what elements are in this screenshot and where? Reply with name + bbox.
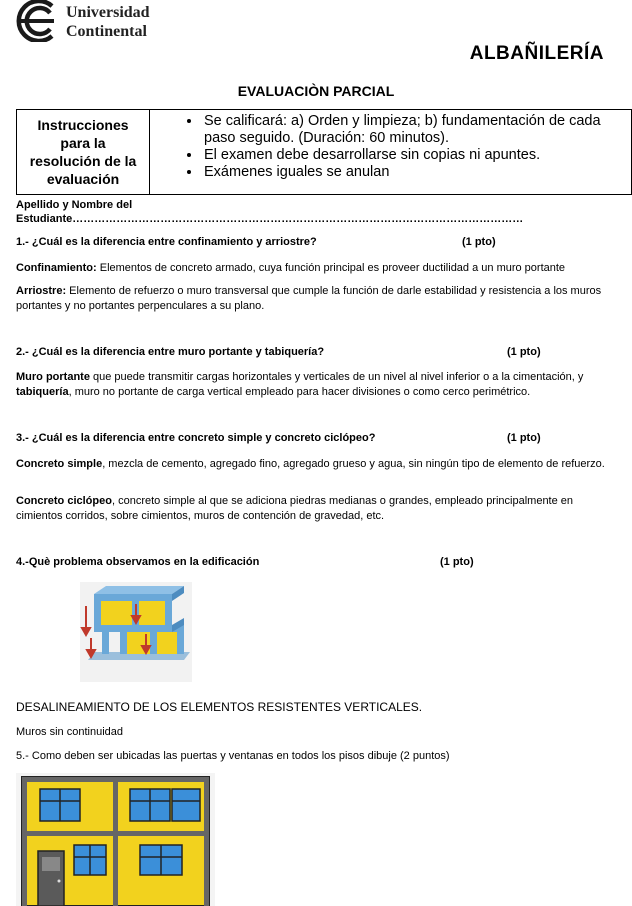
university-line-1: Universidad bbox=[66, 4, 150, 21]
question-4-points: (1 pto) bbox=[440, 556, 474, 568]
university-line-2: Continental bbox=[66, 23, 147, 40]
answer-3b bbox=[16, 494, 616, 523]
answer-4-line-2: Muros sin continuidad bbox=[16, 726, 124, 738]
definition: , muro no portante de carga vertical empleado para hacer divisiones o como cerco perimétrico. bbox=[68, 385, 531, 398]
term: Muro portante bbox=[16, 371, 90, 383]
answer-2 bbox=[16, 370, 616, 399]
term: tabiquería bbox=[16, 385, 69, 398]
question-2: 2.- ¿Cuál es la diferencia entre muro portante y tabiquería? bbox=[16, 346, 325, 358]
instructions-list bbox=[150, 110, 631, 181]
definition: que puede transmitir cargas horizontales y verticales de un nivel al nivel inferior o a la cimentación, y bbox=[89, 371, 584, 383]
question-1-points: (1 pto) bbox=[462, 236, 496, 248]
student-label: Apellido y Nombre del bbox=[16, 199, 133, 211]
instruction-item: • El examen debe desarrollarse sin copias ni apuntes. bbox=[202, 147, 627, 164]
term: Concreto simple bbox=[16, 458, 103, 470]
instruction-item: • Se calificará: a) Orden y limpieza; b) fundamentación de cada paso seguido. (Duración: 60 minutos). bbox=[202, 113, 627, 147]
question-1: 1.- ¿Cuál es la diferencia entre confinamiento y arriostre? bbox=[16, 236, 317, 248]
definition: Elemento de refuerzo o muro transversal que cumple la función de darle estabilidad y resistencia a los muros portantes y no portantes perpenculares a su plano. bbox=[16, 285, 602, 312]
course-title: ALBAÑILERÍA bbox=[469, 43, 604, 64]
answer-1b bbox=[16, 284, 616, 313]
misaligned-walls-illustration bbox=[80, 582, 192, 682]
question-3: 3.- ¿Cuál es la diferencia entre concreto simple y concreto ciclópeo? bbox=[16, 432, 376, 444]
student-name-field bbox=[16, 198, 523, 226]
question-3-points: (1 pto) bbox=[507, 432, 541, 444]
student-line: Estudiante…………………………………………………………………………………………………………… bbox=[16, 213, 524, 225]
question-4: 4.-Què problema observamos en la edificación bbox=[16, 556, 260, 568]
instructions-table bbox=[16, 109, 632, 195]
definition: Elementos de concreto armado, cuya función principal es proveer ductilidad a un muro portante bbox=[96, 262, 566, 274]
exam-title: EVALUACIÒN PARCIAL bbox=[237, 83, 395, 99]
building-facade-illustration bbox=[16, 773, 215, 906]
term: Confinamiento: bbox=[16, 262, 97, 274]
term: Arriostre: bbox=[16, 285, 67, 297]
answer-3a bbox=[16, 457, 616, 472]
university-name bbox=[66, 3, 150, 41]
instructions-label: Instrucciones para la resolución de la evaluación bbox=[17, 110, 150, 194]
instruction-item: • Exámenes iguales se anulan bbox=[202, 164, 627, 181]
question-5: 5.- Como deben ser ubicadas las puertas y ventanas en todos los pisos dibuje (2 puntos) bbox=[16, 750, 450, 762]
term: Concreto ciclópeo bbox=[16, 495, 112, 507]
definition: , mezcla de cemento, agregado fino, agregado grueso y agua, sin ningún tipo de elemento de refuerzo. bbox=[102, 458, 605, 470]
answer-1a bbox=[16, 261, 616, 276]
question-2-points: (1 pto) bbox=[507, 346, 541, 358]
definition: , concreto simple al que se adiciona piedras medianas o grandes, empleado principalmente en cimientos corridos, sobre cimientos, muros de contención de gravedad, etc. bbox=[16, 495, 574, 522]
answer-4-line-1: DESALINEAMIENTO DE LOS ELEMENTOS RESISTENTES VERTICALES. bbox=[16, 700, 423, 714]
